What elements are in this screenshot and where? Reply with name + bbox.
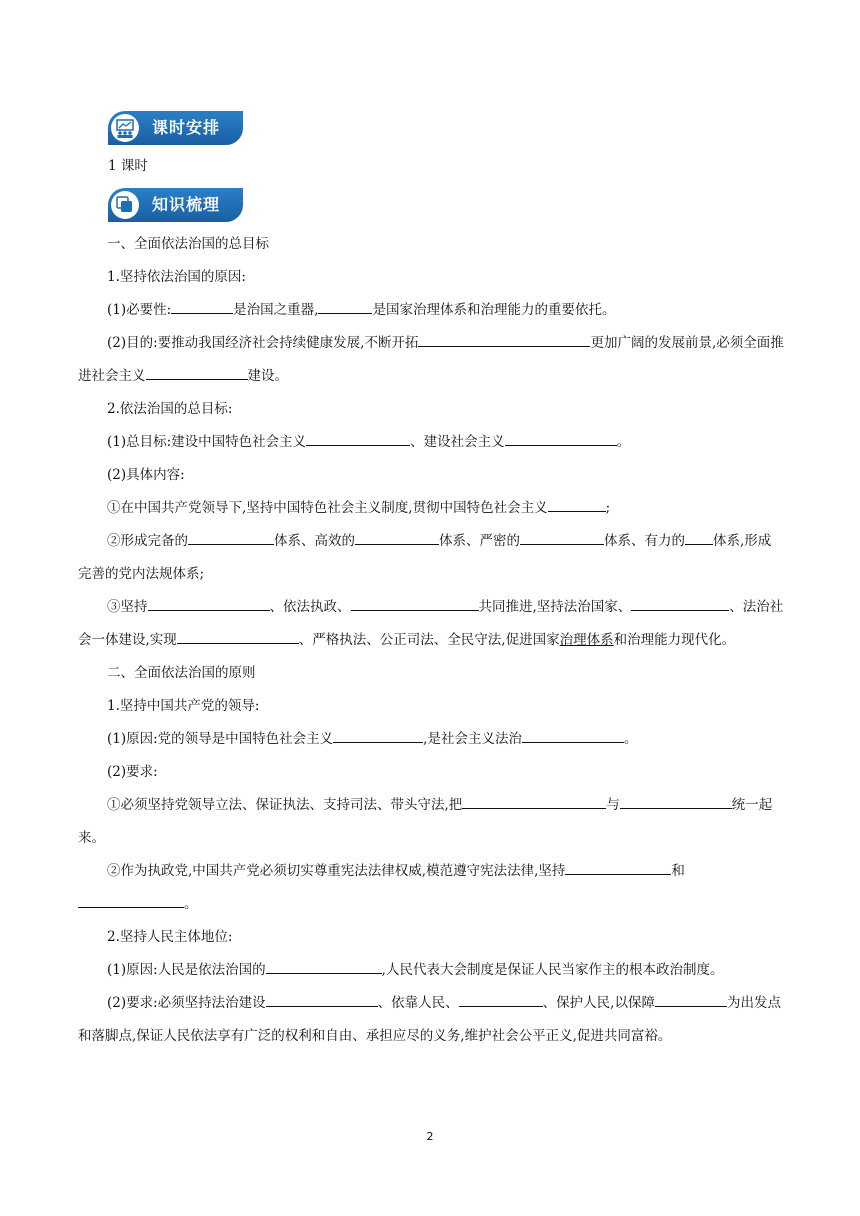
subheading-reasons: 1.坚持依法治国的原因: [107, 269, 246, 285]
governance-system-link[interactable]: 治理体系 [559, 632, 614, 648]
section-header-knowledge [108, 188, 243, 222]
blank[interactable] [78, 893, 184, 908]
paragraph-item-one: ①在中国共产党领导下,坚持中国特色社会主义制度,贯彻中国特色社会主义 ; [78, 492, 784, 525]
blank[interactable] [631, 596, 729, 611]
blank[interactable] [177, 629, 299, 644]
blank[interactable] [459, 992, 543, 1007]
blank[interactable] [418, 332, 590, 347]
blank[interactable] [655, 992, 727, 1007]
paragraph-item-three: ③坚持 、依法执政、 共同推进,坚持法治国家、 、法治社会一体建设,实现 、严格执法、公正司法、全民守法,促进国家治理体系和治理能力现代化。 [78, 591, 784, 657]
paragraph-specific-content: (2)具体内容: [107, 467, 185, 483]
blank[interactable] [148, 596, 270, 611]
paragraph-necessity: (1)必要性: 是治国之重器, 是国家治理体系和治理能力的重要依托。 [78, 294, 784, 327]
paragraph-purpose: (2)目的:要推动我国经济社会持续健康发展,不断开拓 更加广阔的发展前景,必须全面推进社会主义 建设。 [78, 327, 784, 393]
blank[interactable] [266, 992, 378, 1007]
blank[interactable] [266, 959, 382, 974]
blank[interactable] [520, 530, 604, 545]
paragraph-leadership-reason: (1)原因:党的领导是中国特色社会主义 ,是社会主义法治 。 [78, 723, 784, 756]
stacked-cards-icon [111, 191, 139, 219]
subheading-people: 2.坚持人民主体地位: [107, 929, 233, 945]
blank[interactable] [505, 431, 617, 446]
subheading-goal: 2.依法治国的总目标: [107, 401, 233, 417]
paragraph-requirements: (2)要求: [107, 764, 158, 780]
blank[interactable] [318, 299, 372, 314]
section-title: 知识梳理 [152, 195, 221, 214]
heading-one: 一、全面依法治国的总目标 [107, 236, 269, 252]
blank[interactable] [171, 299, 233, 314]
paragraph-people-requirements: (2)要求:必须坚持法治建设 、依靠人民、 、保护人民,以保障 为出发点和落脚点,保证人民依法享有广泛的权利和自由、承担应尽的义务,维护社会公平正义,促进共同富裕。 [78, 987, 784, 1053]
section-title: 课时安排 [152, 118, 221, 137]
blank[interactable] [146, 365, 248, 380]
blank[interactable] [351, 596, 479, 611]
blank[interactable] [355, 530, 439, 545]
schedule-value: 1 课时 [108, 158, 148, 174]
heading-two: 二、全面依法治国的原则 [107, 665, 256, 681]
blank[interactable] [188, 530, 274, 545]
page-number: 2 [426, 1130, 434, 1143]
blank[interactable] [333, 728, 423, 743]
section-header-schedule [108, 111, 243, 145]
presentation-people-icon [111, 114, 139, 142]
paragraph-requirement-one: ①必须坚持党领导立法、保证执法、支持司法、带头守法,把 与 统一起来。 [78, 789, 784, 855]
paragraph-overall-goal: (1)总目标:建设中国特色社会主义 、建设社会主义 。 [78, 426, 784, 459]
document-body [78, 228, 784, 1053]
blank[interactable] [565, 860, 671, 875]
paragraph-people-reason: (1)原因:人民是依法治国的 ,人民代表大会制度是保证人民当家作主的根本政治制度。 [78, 954, 784, 987]
blank[interactable] [620, 794, 732, 809]
blank[interactable] [548, 497, 606, 512]
blank[interactable] [685, 530, 713, 545]
blank[interactable] [306, 431, 410, 446]
blank[interactable] [462, 794, 606, 809]
subheading-party-leadership: 1.坚持中国共产党的领导: [107, 698, 260, 714]
paragraph-requirement-two: ②作为执政党,中国共产党必须切实尊重宪法法律权威,模范遵守宪法法律,坚持 和。 [78, 855, 784, 921]
paragraph-item-two: ②形成完备的 体系、高效的 体系、严密的 体系、有力的 体系,形成完善的党内法规体系; [78, 525, 784, 591]
blank[interactable] [522, 728, 624, 743]
